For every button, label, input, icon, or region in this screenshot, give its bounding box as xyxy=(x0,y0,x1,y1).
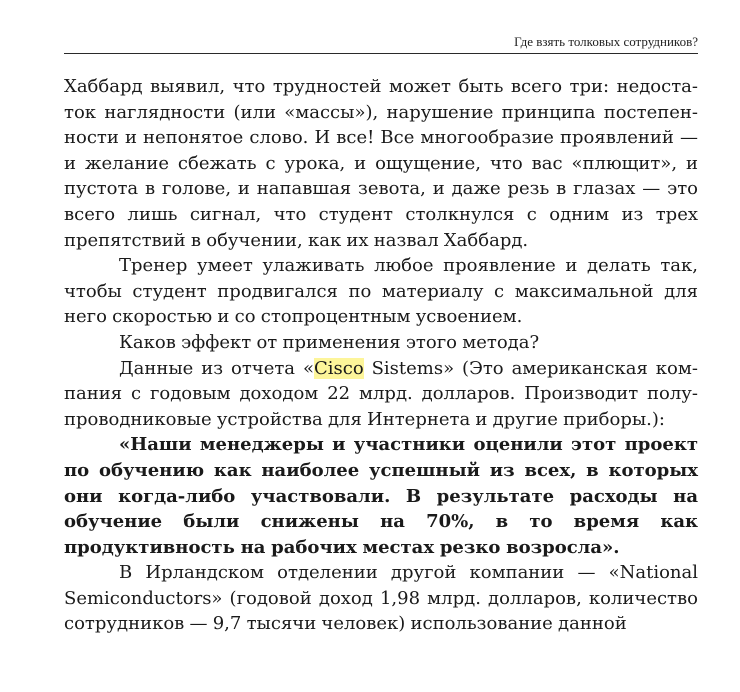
paragraph-3: Каков эффект от применения этого метода? xyxy=(119,331,540,353)
quote-paragraph: «Наши менеджеры и участники оценили этот проект по обучению как наиболее успешный из всех, в которых они когда-либо участвовали. В результате расходы на обучение были снижены на 70%, в то время как продуктивность на рабочих местах резко возросла». xyxy=(64,434,698,558)
paragraph-2: Тренер умеет улаживать любое проявление и делать так, чтобы студент продвигался по материалу с максимальной для него скоростью и со стопроцентным усвоением. xyxy=(64,255,698,328)
paragraph-4-lead: Данные из отчета « xyxy=(119,357,314,379)
running-title: Где взять толковых сотрудников? xyxy=(514,34,698,49)
paragraph-6: В Ирландском отделении другой компании — «National Semiconductors» (годовой доход 1,98 млрд. долларов, количество сотрудников — 9,7 тысячи человек) использование данной xyxy=(64,562,698,635)
running-header xyxy=(64,34,698,54)
paragraph-4 xyxy=(64,356,698,433)
paragraph-1: Хаббард выявил, что трудностей может быть всего три: недостаток наглядности (или «массы»), нарушение принципа постепенности и непонятое слово. И все! Все многообразие проявлений — и желание сбежать с урока, и ощущение, что вас «плющит», и пустота в голове, и напавшая зевота, и даже резь в глазах — это всего лишь сигнал, что студент столкнулся с одним из трех препятствий в обучении, как их назвал Хаббард. xyxy=(64,76,698,251)
page-body xyxy=(64,74,698,637)
paragraph-4-rest: Sistems» (Это американская компания с годовым доходом 22 млрд. долларов. Производит полупроводниковые устройства для Интернета и другие приборы.): xyxy=(64,357,698,430)
highlighted-word: Cisco xyxy=(313,357,364,379)
